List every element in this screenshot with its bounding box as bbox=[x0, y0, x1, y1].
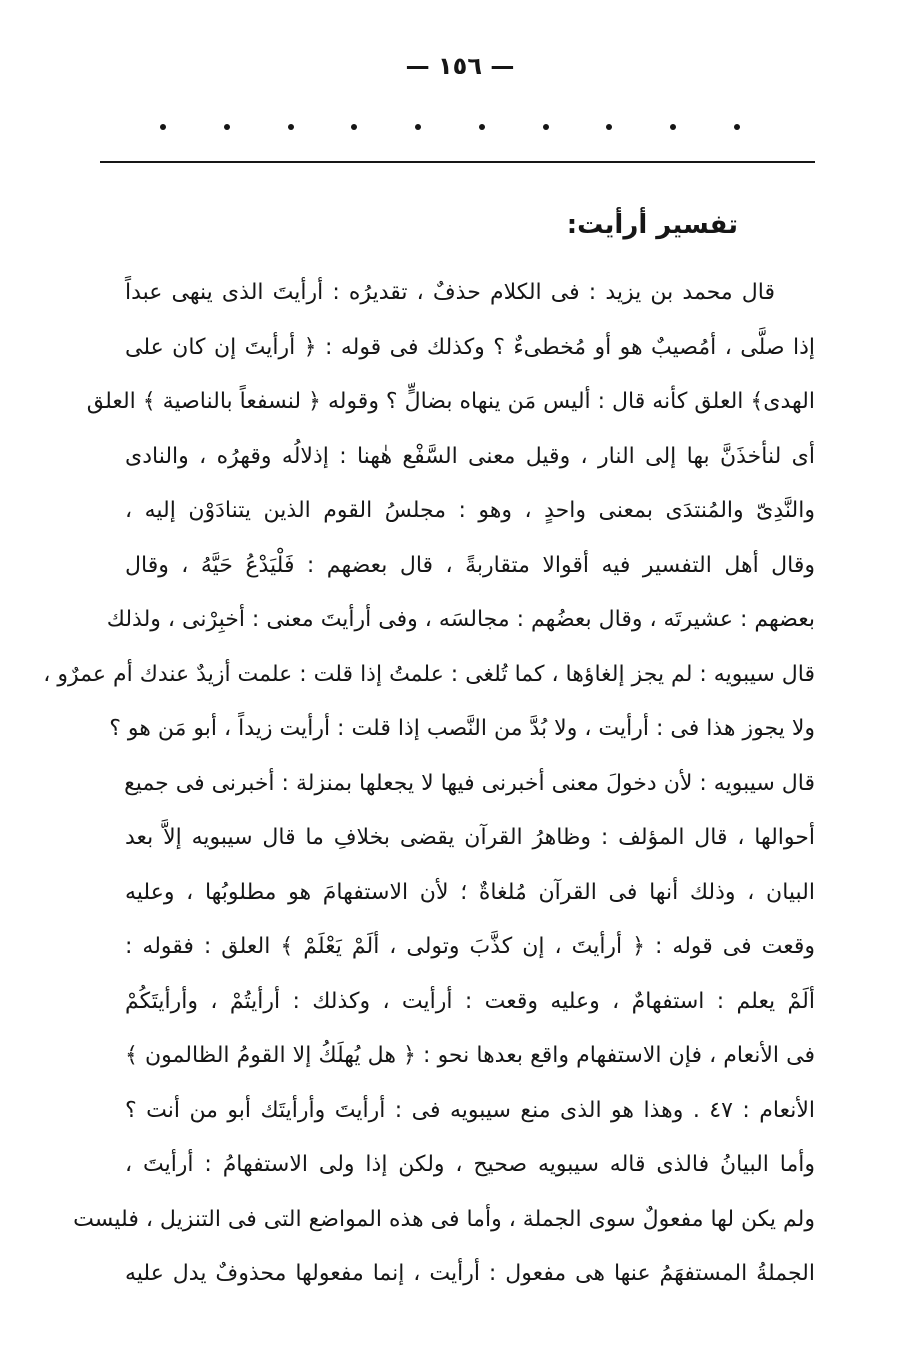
text-line: قال سيبويه : لم يجز إلغاؤها ، كما تُلغى : علمتُ إذا قلت : علمت أزيدٌ عندك أم عمرٌو ، bbox=[43, 661, 815, 687]
text-line: البيان ، وذلك أنها فى القرآن مُلغاةٌ ؛ لأن الاستفهامَ هو مطلوبُها ، وعليه bbox=[125, 879, 815, 905]
text-line: وقعت فى قوله : ﴿ أرأيتَ ، إن كذَّبَ وتولى ، ألَمْ يَعْلَمْ ﴾ العلق : فقوله : bbox=[125, 934, 815, 959]
text-line: أى لنأخذَنَّ بها إلى النار ، وقيل معنى السَّفْع هٰهنا : إذلالُه وقهرُه ، والنادى bbox=[125, 443, 815, 469]
ornament-dot bbox=[734, 124, 740, 130]
text-line: إذا صلَّى ، أمُصيبٌ هو أو مُخطىءٌ ؟ وكذلك فى قوله : ﴿ أرأيتَ إن كان على bbox=[125, 334, 815, 360]
ornament-dot bbox=[160, 124, 166, 130]
ornament-dot bbox=[606, 124, 612, 130]
ornament-dot bbox=[351, 124, 357, 130]
text-line: قال محمد بن يزيد : فى الكلام حذفٌ ، تقديرُه : أرأيتَ الذى ينهى عبداً bbox=[125, 280, 775, 305]
ornament-dot bbox=[288, 124, 294, 130]
text-line: قال سيبويه : لأن دخولَ معنى أخبرنى فيها لا يجعلها بمنزلة : أخبرنى فى جميع bbox=[124, 770, 815, 796]
text-line: الهدى﴾ العلق كأنه قال : أليس مَن ينهاه بضالٍّ ؟ وقوله ﴿ لنسفعاً بالناصية ﴾ العلق bbox=[86, 389, 815, 414]
section-heading: تفسير أرأيت: bbox=[566, 210, 738, 240]
ornament-dot bbox=[415, 124, 421, 130]
ornament-dot bbox=[224, 124, 230, 130]
body-text bbox=[43, 266, 815, 1302]
page-number: — ١٥٦ — bbox=[405, 52, 515, 80]
header-divider bbox=[100, 161, 815, 163]
ornament-dot bbox=[479, 124, 485, 130]
text-line: الأنعام : ٤٧ . وهذا هو الذى منع سيبويه فى : أرأيتَ وأرأيتَك أبو من أنت ؟ bbox=[125, 1097, 815, 1123]
text-line: وقال أهل التفسير فيه أقوالا متقاربةً ، قال بعضهم : فَلْيَدْعُ حَيَّهُ ، وقال bbox=[125, 552, 815, 578]
text-line: ولا يجوز هذا فى : أرأيت ، ولا بُدَّ من النَّصب إذا قلت : أرأيت زيداً ، أبو مَن هو ؟ bbox=[109, 716, 815, 741]
text-line: والنَّدِىّ والمُنتدَى بمعنى واحدٍ ، وهو : مجلسُ القوم الذين يتنادَوْن إليه ، bbox=[125, 498, 815, 523]
text-line: أحوالها ، قال المؤلف : وظاهرُ القرآن يقضى بخلافِ ما قال سيبويه إلاَّ بعد bbox=[125, 825, 815, 850]
text-line: الجملةُ المستفهَمُ عنها هى مفعول : أرأيت ، إنما مفعولها محذوفٌ يدل عليه bbox=[125, 1261, 815, 1286]
text-line: فى الأنعام ، فإن الاستفهام واقع بعدها نحو : ﴿ هل يُهلَكُ إلا القومُ الظالمون ﴾ bbox=[125, 1043, 815, 1068]
ornament-dot bbox=[543, 124, 549, 130]
ornamental-dots bbox=[160, 124, 740, 130]
text-line: ولم يكن لها مفعولٌ سوى الجملة ، وأما فى هذه المواضع التى فى التنزيل ، فليست bbox=[73, 1206, 815, 1232]
text-line: وأما البيانُ فالذى قاله سيبويه صحيح ، ولكن إذا ولى الاستفهامُ : أرأيتَ ، bbox=[125, 1152, 815, 1177]
ornament-dot bbox=[670, 124, 676, 130]
text-line: ألَمْ يعلم : استفهامٌ ، وعليه وقعت : أرأيت ، وكذلك : أرأيتُمْ ، وأرأيتَكُمْ bbox=[125, 988, 815, 1014]
text-line: بعضهم : عشيرتَه ، وقال بعضُهم : مجالسَه ، وفى أرأيتَ معنى : أخبِرْنى ، ولذلك bbox=[106, 607, 815, 632]
